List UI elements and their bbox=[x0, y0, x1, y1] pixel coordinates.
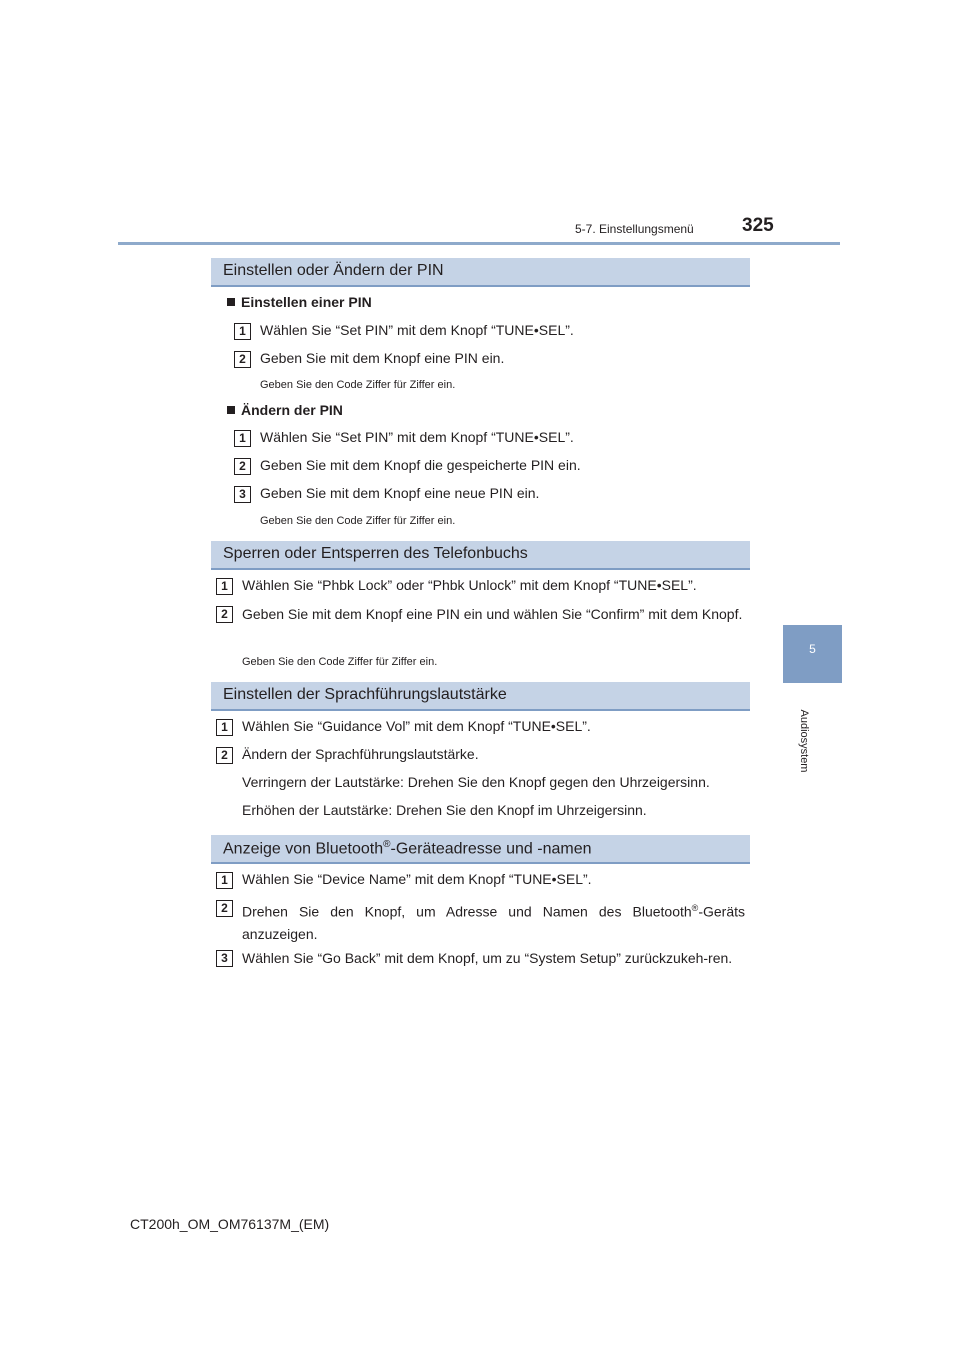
step-text: Wählen Sie “Set PIN” mit dem Knopf “TUNE•SEL”. bbox=[260, 322, 574, 338]
section-title bbox=[223, 839, 592, 858]
step-text: Geben Sie mit dem Knopf die gespeicherte PIN ein. bbox=[260, 457, 581, 473]
step-text: Geben Sie mit dem Knopf eine neue PIN ein. bbox=[260, 485, 540, 501]
step-detail-line: Erhöhen der Lautstärke: Drehen Sie den Knopf im Uhrzeigersinn. bbox=[242, 802, 647, 818]
chapter-tab bbox=[783, 625, 842, 683]
chapter-label: Audiosystem bbox=[798, 709, 810, 773]
step-text: Wählen Sie “Device Name” mit dem Knopf “TUNE•SEL”. bbox=[242, 871, 592, 887]
section-title: Einstellen oder Ändern der PIN bbox=[223, 262, 444, 279]
step-number-2: 2 bbox=[216, 606, 233, 623]
subheading-text: Ändern der PIN bbox=[241, 402, 343, 418]
section-heading-pin bbox=[211, 258, 750, 287]
step-number-1: 1 bbox=[216, 578, 233, 595]
page-number: 325 bbox=[742, 215, 774, 236]
step-number-2: 2 bbox=[216, 747, 233, 764]
subheading-change-pin bbox=[227, 402, 343, 418]
section-heading-phonebook bbox=[211, 541, 750, 570]
step-number-1: 1 bbox=[216, 872, 233, 889]
step-note: Geben Sie den Code Ziffer für Ziffer ein. bbox=[260, 515, 456, 527]
step-text-part: Drehen Sie den Knopf, um Adresse und Namen des Bluetooth bbox=[242, 903, 692, 920]
step-number-2: 2 bbox=[234, 351, 251, 368]
title-part: Anzeige von Bluetooth bbox=[223, 840, 384, 858]
registered-mark: ® bbox=[691, 903, 699, 913]
step-number-1: 1 bbox=[216, 719, 233, 736]
step-number-3: 3 bbox=[216, 950, 233, 967]
step-text: Wählen Sie “Guidance Vol” mit dem Knopf “TUNE•SEL”. bbox=[242, 718, 591, 734]
step-text: Ändern der Sprachführungslautstärke. bbox=[242, 746, 479, 762]
chapter-number: 5 bbox=[809, 642, 816, 656]
subheading-set-pin bbox=[227, 294, 372, 310]
registered-mark: ® bbox=[383, 839, 391, 850]
step-text bbox=[242, 897, 745, 945]
step-note: Geben Sie den Code Ziffer für Ziffer ein. bbox=[260, 379, 456, 391]
running-header-section: 5-7. Einstellungsmenü bbox=[575, 222, 694, 236]
step-text: Wählen Sie “Set PIN” mit dem Knopf “TUNE•SEL”. bbox=[260, 429, 574, 445]
document-footer-code: CT200h_OM_OM76137M_(EM) bbox=[130, 1216, 330, 1232]
step-note: Geben Sie den Code Ziffer für Ziffer ein. bbox=[242, 656, 438, 668]
square-bullet-icon bbox=[227, 406, 235, 414]
section-title: Einstellen der Sprachführungslautstärke bbox=[223, 686, 507, 703]
step-number-2: 2 bbox=[216, 900, 233, 917]
step-text: Geben Sie mit dem Knopf eine PIN ein. bbox=[260, 350, 505, 366]
step-text: Wählen Sie “Phbk Lock” oder “Phbk Unlock” mit dem Knopf “TUNE•SEL”. bbox=[242, 577, 697, 593]
step-number-1: 1 bbox=[234, 323, 251, 340]
square-bullet-icon bbox=[227, 298, 235, 306]
step-number-1: 1 bbox=[234, 430, 251, 447]
section-heading-guidance-volume bbox=[211, 682, 750, 711]
step-number-2: 2 bbox=[234, 458, 251, 475]
step-number-3: 3 bbox=[234, 486, 251, 503]
title-part: -Geräteadresse und -namen bbox=[390, 840, 592, 858]
step-text-part: -Geräts anzuzeigen. bbox=[242, 903, 745, 942]
subheading-text: Einstellen einer PIN bbox=[241, 294, 372, 310]
step-text: Geben Sie mit dem Knopf eine PIN ein und wählen Sie “Confirm” mit dem Knopf. bbox=[242, 606, 743, 622]
section-heading-bluetooth-device bbox=[211, 835, 750, 864]
header-rule bbox=[118, 242, 840, 245]
step-text: Wählen Sie “Go Back” mit dem Knopf, um zu “System Setup” zurückzukeh-ren. bbox=[242, 950, 733, 966]
step-detail-line: Verringern der Lautstärke: Drehen Sie den Knopf gegen den Uhrzeigersinn. bbox=[242, 774, 710, 790]
section-title: Sperren oder Entsperren des Telefonbuchs bbox=[223, 545, 528, 562]
